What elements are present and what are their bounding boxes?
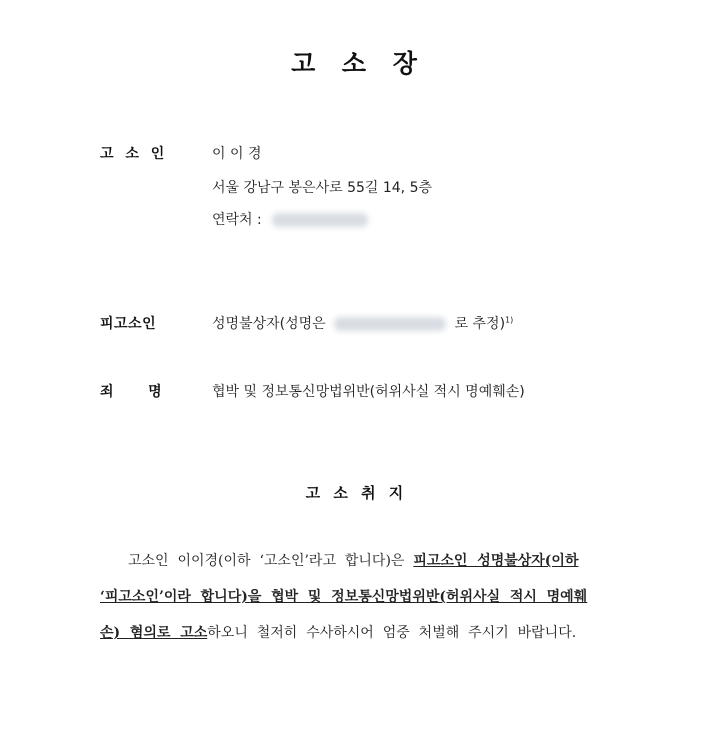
complainant-name: 이 이 경 — [212, 146, 262, 162]
purpose-line-3-text: 하오니 철저히 수사하시어 엄중 처벌해 주시기 바랍니다. — [207, 625, 577, 641]
purpose-line-1-text: 고소인 이이경(이하 ‘고소인’라고 합니다)은 — [128, 553, 414, 569]
purpose-line-1-underlined: 피고소인 성명불상자(이하 — [413, 553, 579, 569]
charge-label: 죄 명 — [100, 384, 163, 400]
purpose-line-2 — [100, 579, 635, 615]
purpose-line-2-underlined: ‘피고소인’이라 합니다)을 협박 및 정보통신망법위반(허위사실 적시 명예훼 — [100, 589, 588, 605]
complainant-label: 고 소 인 — [100, 146, 165, 162]
accused-value — [212, 313, 513, 333]
accused-suffix: 로 추정) — [454, 316, 506, 332]
footnote-marker: 1) — [505, 315, 514, 325]
accused-prefix: 성명불상자(성명은 — [212, 316, 326, 332]
charge-value: 협박 및 정보통신망법위반(허위사실 적시 명예훼손) — [212, 384, 525, 400]
redacted-contact — [272, 213, 368, 227]
contact-label: 연락처 : — [212, 212, 262, 228]
accused-label: 피고소인 — [100, 316, 157, 332]
complainant-contact — [212, 209, 368, 229]
purpose-line-3 — [100, 615, 635, 651]
purpose-line-1 — [100, 543, 635, 579]
purpose-heading: 고 소 취 지 — [305, 484, 404, 502]
complainant-address: 서울 강남구 봉은사로 55길 14, 5층 — [212, 180, 433, 196]
redacted-name — [334, 317, 446, 331]
document-title: 고 소 장 — [291, 49, 418, 78]
purpose-line-3-underlined: 손) 혐의로 고소 — [100, 625, 208, 641]
purpose-paragraph — [100, 543, 635, 651]
